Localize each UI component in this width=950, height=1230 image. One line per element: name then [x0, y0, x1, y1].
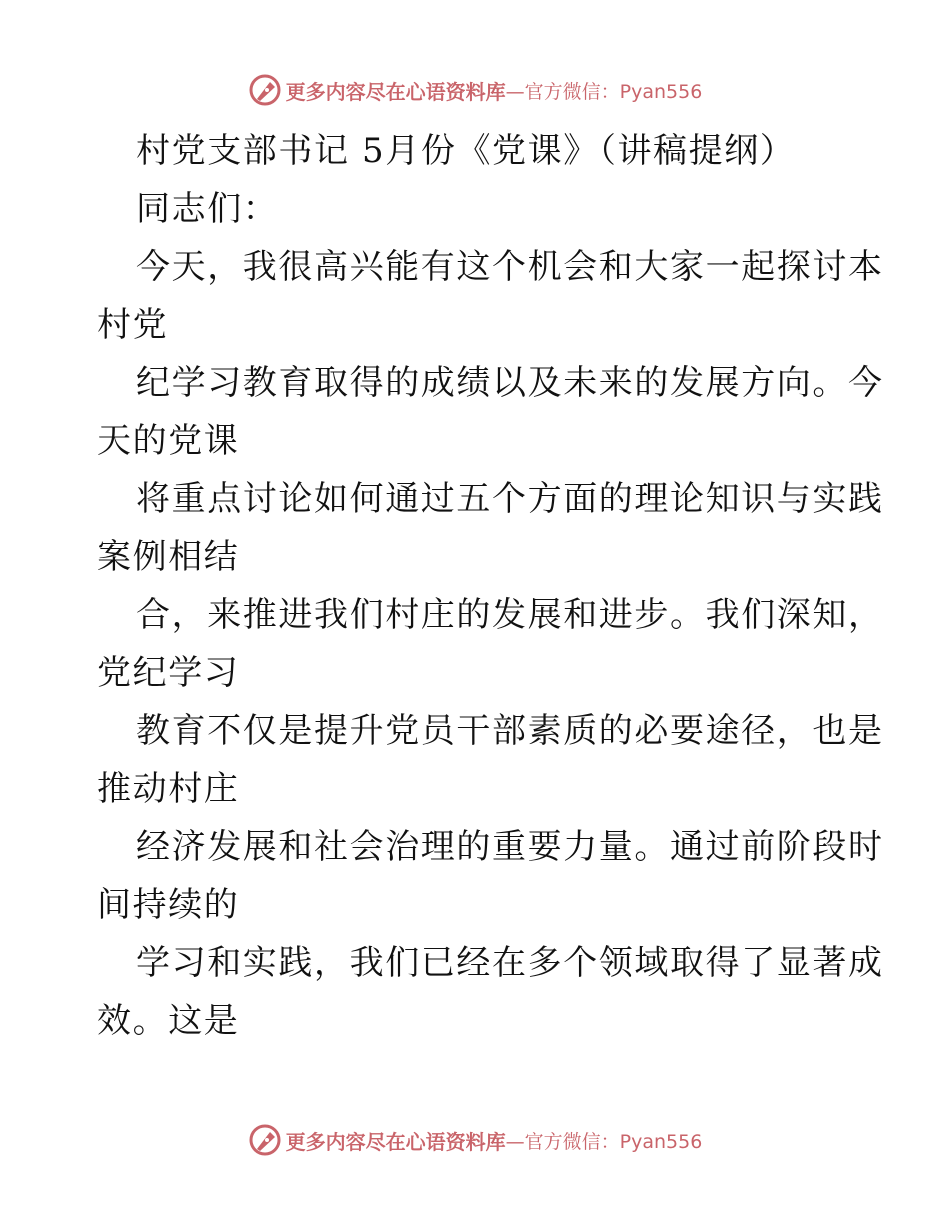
paragraph-line: 教育不仅是提升党员干部素质的必要途径，也是 [136, 711, 884, 751]
paragraph-line-continuation: 效。这是 [97, 1001, 240, 1041]
paragraph-line: 将重点讨论如何通过五个方面的理论知识与实践 [136, 479, 884, 519]
paragraph-line: 纪学习教育取得的成绩以及未来的发展方向。今 [136, 363, 884, 403]
paragraph-line-continuation: 案例相结 [97, 537, 240, 577]
paragraph-line: 学习和实践，我们已经在多个领域取得了显著成 [136, 943, 884, 983]
pen-nib-logo-icon [248, 73, 282, 107]
document-body [0, 122, 950, 1050]
paragraph-line-continuation: 推动村庄 [97, 769, 240, 809]
salutation: 同志们： [136, 189, 279, 229]
paragraph-line-continuation: 村党 [97, 305, 169, 345]
watermark-wechat-text: —官方微信：Pyan556 [505, 1130, 703, 1153]
paragraph-line-continuation: 党纪学习 [97, 653, 240, 693]
paragraph-line: 合，来推进我们村庄的发展和进步。我们深知， [136, 595, 884, 635]
document-title: 村党支部书记 5月份《党课》（讲稿提纲） [136, 131, 796, 171]
watermark-main-text: 更多内容尽在心语资料库 [285, 1129, 506, 1154]
footer-watermark [0, 1120, 950, 1160]
paragraph-line-continuation: 间持续的 [97, 885, 240, 925]
paragraph-line-continuation: 天的党课 [97, 421, 240, 461]
pen-nib-logo-icon [248, 1123, 282, 1157]
paragraph-line: 今天，我很高兴能有这个机会和大家一起探讨本 [136, 247, 884, 287]
watermark-main-text: 更多内容尽在心语资料库 [285, 79, 506, 104]
paragraph-line: 经济发展和社会治理的重要力量。通过前阶段时 [136, 827, 884, 867]
header-watermark [0, 70, 950, 110]
watermark-wechat-text: —官方微信：Pyan556 [505, 80, 703, 103]
